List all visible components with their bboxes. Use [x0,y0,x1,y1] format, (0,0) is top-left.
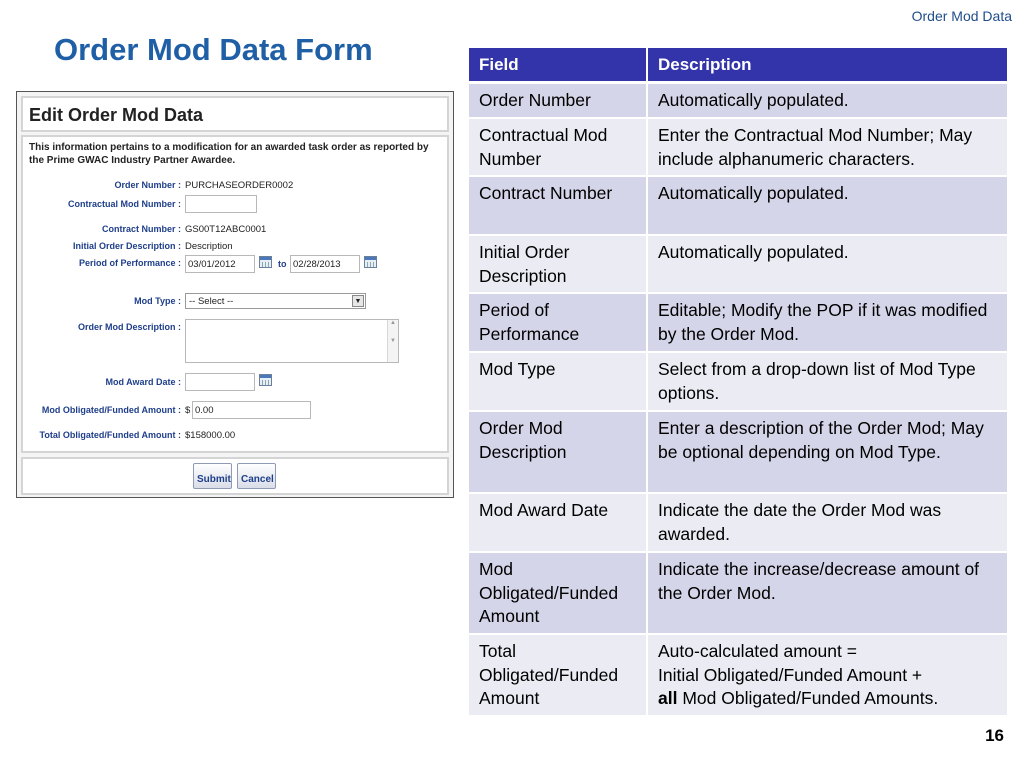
description-cell: Enter a description of the Order Mod; May be optional depending on Mod Type. [648,412,1007,494]
field-cell: Contractual Mod Number [469,119,648,177]
field-column-header: Field [469,48,648,84]
contractual-mod-number-label: Contractual Mod Number : [67,199,181,209]
field-cell: Total Obligated/Funded Amount [469,635,648,717]
edit-order-mod-form [16,91,454,498]
row-total-obligated-funded-amount [23,427,443,447]
form-body-panel [21,135,449,453]
pop-start-input[interactable]: 03/01/2012 [185,255,255,273]
table-row [469,84,1007,119]
field-cell: Period of Performance [469,294,648,353]
row-order-number [23,177,443,197]
chevron-down-icon[interactable]: ▼ [352,295,364,307]
mod-type-selected-value: -- Select -- [189,296,234,307]
order-mod-description-textarea[interactable] [185,319,399,363]
table-row [469,412,1007,494]
table-row [469,236,1007,294]
mod-obligated-funded-amount-label: Mod Obligated/Funded Amount : [41,405,181,415]
contract-number-value: GS00T12ABC0001 [185,224,267,235]
field-cell: Order Number [469,84,648,119]
header-tag: Order Mod Data [911,8,1012,24]
row-mod-award-date [23,373,443,393]
form-title-panel [21,96,449,132]
mod-type-label: Mod Type : [134,296,181,306]
field-cell: Initial Order Description [469,236,648,294]
mod-award-date-input[interactable] [185,373,255,391]
row-contractual-mod-number [23,195,443,215]
mod-type-select[interactable] [185,293,366,309]
description-line: Auto-calculated amount = [658,641,857,661]
form-intro-text: This information pertains to a modification for an awarded task order as reported by the Prime GWAC Industry Partner Awardee. [29,142,429,166]
description-line: Initial Obligated/Funded Amount + [658,664,923,685]
row-mod-obligated-funded-amount [23,401,443,421]
mod-award-date-calendar-icon[interactable] [259,374,272,386]
pop-start-calendar-icon[interactable] [259,256,272,268]
page-title: Order Mod Data Form [54,32,373,67]
submit-button[interactable]: Submit [193,463,232,489]
pop-to-label: to [278,259,287,269]
table-row [469,119,1007,177]
description-cell: Indicate the increase/decrease amount of the Order Mod. [648,553,1007,635]
table-row [469,553,1007,635]
cancel-button[interactable]: Cancel [237,463,276,489]
description-column-header: Description [648,48,1007,84]
table-row [469,494,1007,553]
contract-number-label: Contract Number : [101,224,181,234]
period-of-performance-label: Period of Performance : [78,258,181,268]
description-cell: Enter the Contractual Mod Number; May include alphanumeric characters. [648,119,1007,177]
initial-order-description-label: Initial Order Description : [72,241,181,251]
mod-obligated-funded-amount-input[interactable]: 0.00 [192,401,311,419]
field-cell: Mod Award Date [469,494,648,553]
total-obligated-funded-amount-value: $158000.00 [185,430,236,441]
form-footer-panel [21,457,449,495]
description-cell: Automatically populated. [648,84,1007,119]
textarea-scrollbar[interactable]: ▲ ▼ [387,320,398,362]
description-cell: Indicate the date the Order Mod was awarded. [648,494,1007,553]
pop-end-calendar-icon[interactable] [364,256,377,268]
page-number: 16 [985,726,1004,745]
description-cell: Editable; Modify the POP if it was modified by the Order Mod. [648,294,1007,353]
table-row [469,353,1007,412]
initial-order-description-value: Description [185,241,233,252]
form-title: Edit Order Mod Data [29,105,204,125]
order-number-label: Order Number : [114,180,181,190]
field-cell: Mod Obligated/Funded Amount [469,553,648,635]
currency-symbol: $ [185,405,191,416]
description-cell: Automatically populated. [648,177,1007,236]
description-cell: Automatically populated. [648,236,1007,294]
row-order-mod-description [23,319,443,365]
table-row [469,294,1007,353]
order-mod-description-label: Order Mod Description : [77,322,181,332]
mod-award-date-label: Mod Award Date : [105,377,181,387]
field-description-table [469,48,1007,717]
order-number-value: PURCHASEORDER0002 [185,180,294,191]
table-header-row [469,48,1007,84]
description-cell: Select from a drop-down list of Mod Type options. [648,353,1007,412]
table-row [469,177,1007,236]
row-mod-type [23,293,443,313]
description-cell [648,635,1007,717]
row-period-of-performance [23,255,443,275]
field-cell: Mod Type [469,353,648,412]
contractual-mod-number-input[interactable] [185,195,257,213]
description-emphasis: all [658,688,678,708]
pop-end-input[interactable]: 02/28/2013 [290,255,360,273]
table-row [469,635,1007,717]
field-cell: Order Mod Description [469,412,648,494]
field-cell: Contract Number [469,177,648,236]
total-obligated-funded-amount-label: Total Obligated/Funded Amount : [39,430,181,440]
description-line: Mod Obligated/Funded Amounts. [677,688,939,708]
